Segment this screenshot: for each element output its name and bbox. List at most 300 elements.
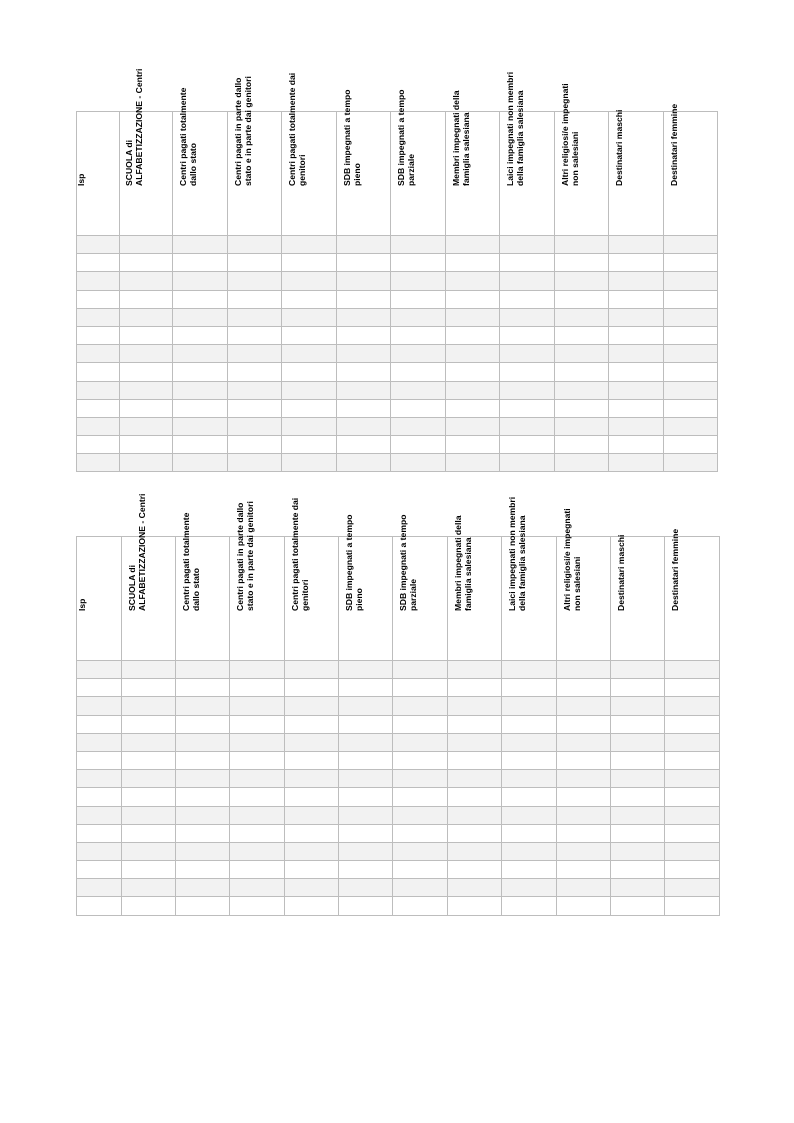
table-cell[interactable] <box>446 254 500 272</box>
table-cell[interactable] <box>555 454 609 472</box>
table-cell[interactable] <box>555 254 609 272</box>
table-cell[interactable] <box>285 733 339 751</box>
table-cell[interactable] <box>228 417 282 435</box>
table-cell[interactable] <box>446 417 500 435</box>
table-cell[interactable] <box>665 770 720 788</box>
table-cell[interactable] <box>611 715 665 733</box>
table-cell[interactable] <box>502 751 557 769</box>
table-cell[interactable] <box>282 417 337 435</box>
table-cell[interactable] <box>500 399 555 417</box>
table-cell[interactable] <box>339 697 393 715</box>
table-cell[interactable] <box>337 345 391 363</box>
table-cell[interactable] <box>337 272 391 290</box>
table-cell[interactable] <box>173 454 228 472</box>
table-cell[interactable] <box>122 879 176 897</box>
table-cell[interactable] <box>557 697 611 715</box>
table-cell[interactable] <box>665 715 720 733</box>
table-cell[interactable] <box>664 345 718 363</box>
table-cell[interactable] <box>609 290 664 308</box>
table-cell[interactable] <box>555 290 609 308</box>
table-cell[interactable] <box>337 308 391 326</box>
table-cell[interactable] <box>500 454 555 472</box>
table-cell[interactable] <box>122 697 176 715</box>
table-cell[interactable] <box>446 308 500 326</box>
table-cell[interactable] <box>176 715 230 733</box>
table-cell[interactable] <box>230 879 285 897</box>
table-cell[interactable] <box>502 715 557 733</box>
table-cell[interactable] <box>609 436 664 454</box>
table-cell[interactable] <box>609 326 664 344</box>
table-cell[interactable] <box>176 897 230 915</box>
table-cell[interactable] <box>337 363 391 381</box>
table-cell[interactable] <box>557 897 611 915</box>
table-cell[interactable] <box>664 290 718 308</box>
table-cell[interactable] <box>448 806 502 824</box>
table-cell[interactable] <box>339 897 393 915</box>
table-cell[interactable] <box>173 436 228 454</box>
table-cell[interactable] <box>611 697 665 715</box>
table-cell[interactable] <box>446 272 500 290</box>
table-cell[interactable] <box>555 436 609 454</box>
table-cell[interactable] <box>557 788 611 806</box>
table-cell[interactable] <box>611 661 665 679</box>
table-cell[interactable] <box>609 345 664 363</box>
table-cell[interactable] <box>557 751 611 769</box>
table-cell[interactable] <box>228 436 282 454</box>
table-cell[interactable] <box>609 236 664 254</box>
table-cell[interactable] <box>120 236 173 254</box>
table-cell[interactable] <box>77 897 122 915</box>
table-cell[interactable] <box>77 381 120 399</box>
table-cell[interactable] <box>665 879 720 897</box>
table-cell[interactable] <box>173 363 228 381</box>
table-cell[interactable] <box>337 399 391 417</box>
table-cell[interactable] <box>228 308 282 326</box>
table-cell[interactable] <box>339 879 393 897</box>
table-cell[interactable] <box>557 879 611 897</box>
table-cell[interactable] <box>339 788 393 806</box>
table-cell[interactable] <box>230 715 285 733</box>
table-cell[interactable] <box>176 806 230 824</box>
table-cell[interactable] <box>391 436 446 454</box>
table-cell[interactable] <box>337 454 391 472</box>
table-cell[interactable] <box>665 824 720 842</box>
table-cell[interactable] <box>611 806 665 824</box>
table-cell[interactable] <box>339 661 393 679</box>
table-cell[interactable] <box>502 879 557 897</box>
table-cell[interactable] <box>391 345 446 363</box>
table-cell[interactable] <box>77 788 122 806</box>
table-cell[interactable] <box>230 679 285 697</box>
table-cell[interactable] <box>122 751 176 769</box>
table-cell[interactable] <box>393 661 448 679</box>
table-cell[interactable] <box>176 697 230 715</box>
table-cell[interactable] <box>448 733 502 751</box>
table-cell[interactable] <box>664 272 718 290</box>
table-cell[interactable] <box>557 861 611 879</box>
table-cell[interactable] <box>446 326 500 344</box>
table-cell[interactable] <box>337 436 391 454</box>
table-cell[interactable] <box>446 345 500 363</box>
table-cell[interactable] <box>176 861 230 879</box>
table-cell[interactable] <box>611 679 665 697</box>
table-cell[interactable] <box>285 879 339 897</box>
table-cell[interactable] <box>446 436 500 454</box>
table-cell[interactable] <box>339 733 393 751</box>
table-cell[interactable] <box>285 897 339 915</box>
table-cell[interactable] <box>502 897 557 915</box>
table-cell[interactable] <box>502 861 557 879</box>
table-cell[interactable] <box>282 326 337 344</box>
table-cell[interactable] <box>282 236 337 254</box>
table-cell[interactable] <box>173 326 228 344</box>
table-cell[interactable] <box>665 751 720 769</box>
table-cell[interactable] <box>609 254 664 272</box>
table-cell[interactable] <box>557 806 611 824</box>
table-cell[interactable] <box>664 399 718 417</box>
table-cell[interactable] <box>393 770 448 788</box>
table-cell[interactable] <box>173 308 228 326</box>
table-cell[interactable] <box>448 715 502 733</box>
table-cell[interactable] <box>611 879 665 897</box>
table-cell[interactable] <box>664 236 718 254</box>
table-cell[interactable] <box>282 254 337 272</box>
table-cell[interactable] <box>502 697 557 715</box>
table-cell[interactable] <box>77 345 120 363</box>
table-cell[interactable] <box>282 290 337 308</box>
table-cell[interactable] <box>228 454 282 472</box>
table-cell[interactable] <box>176 770 230 788</box>
table-cell[interactable] <box>448 697 502 715</box>
table-cell[interactable] <box>337 236 391 254</box>
table-cell[interactable] <box>339 806 393 824</box>
table-cell[interactable] <box>500 417 555 435</box>
table-cell[interactable] <box>448 751 502 769</box>
table-cell[interactable] <box>448 770 502 788</box>
table-cell[interactable] <box>555 308 609 326</box>
table-cell[interactable] <box>122 661 176 679</box>
table-cell[interactable] <box>339 861 393 879</box>
table-cell[interactable] <box>230 661 285 679</box>
table-cell[interactable] <box>555 326 609 344</box>
table-cell[interactable] <box>176 679 230 697</box>
table-cell[interactable] <box>500 308 555 326</box>
table-cell[interactable] <box>502 661 557 679</box>
table-cell[interactable] <box>228 326 282 344</box>
table-cell[interactable] <box>228 236 282 254</box>
table-cell[interactable] <box>665 861 720 879</box>
table-cell[interactable] <box>448 679 502 697</box>
table-cell[interactable] <box>176 751 230 769</box>
table-cell[interactable] <box>122 897 176 915</box>
table-cell[interactable] <box>282 399 337 417</box>
table-cell[interactable] <box>500 381 555 399</box>
table-cell[interactable] <box>285 715 339 733</box>
table-cell[interactable] <box>609 454 664 472</box>
table-cell[interactable] <box>77 290 120 308</box>
table-cell[interactable] <box>665 897 720 915</box>
table-cell[interactable] <box>77 308 120 326</box>
table-cell[interactable] <box>122 679 176 697</box>
table-cell[interactable] <box>391 254 446 272</box>
table-cell[interactable] <box>173 236 228 254</box>
table-cell[interactable] <box>611 842 665 860</box>
table-cell[interactable] <box>120 308 173 326</box>
table-cell[interactable] <box>77 751 122 769</box>
table-cell[interactable] <box>285 788 339 806</box>
table-cell[interactable] <box>282 436 337 454</box>
table-cell[interactable] <box>339 679 393 697</box>
table-cell[interactable] <box>337 290 391 308</box>
table-cell[interactable] <box>77 770 122 788</box>
table-cell[interactable] <box>282 345 337 363</box>
table-cell[interactable] <box>77 806 122 824</box>
table-cell[interactable] <box>122 788 176 806</box>
table-cell[interactable] <box>502 679 557 697</box>
table-cell[interactable] <box>122 715 176 733</box>
table-cell[interactable] <box>282 381 337 399</box>
table-cell[interactable] <box>557 715 611 733</box>
table-cell[interactable] <box>228 345 282 363</box>
table-cell[interactable] <box>230 770 285 788</box>
table-cell[interactable] <box>120 454 173 472</box>
table-cell[interactable] <box>611 824 665 842</box>
table-cell[interactable] <box>555 345 609 363</box>
table-cell[interactable] <box>120 417 173 435</box>
table-cell[interactable] <box>665 697 720 715</box>
table-cell[interactable] <box>502 842 557 860</box>
table-cell[interactable] <box>176 788 230 806</box>
table-cell[interactable] <box>337 326 391 344</box>
table-cell[interactable] <box>173 345 228 363</box>
table-cell[interactable] <box>77 436 120 454</box>
table-cell[interactable] <box>282 363 337 381</box>
table-cell[interactable] <box>664 436 718 454</box>
table-cell[interactable] <box>393 733 448 751</box>
table-cell[interactable] <box>393 824 448 842</box>
table-cell[interactable] <box>609 417 664 435</box>
table-cell[interactable] <box>77 861 122 879</box>
table-cell[interactable] <box>555 363 609 381</box>
table-cell[interactable] <box>448 842 502 860</box>
table-cell[interactable] <box>664 417 718 435</box>
table-cell[interactable] <box>393 861 448 879</box>
table-cell[interactable] <box>230 788 285 806</box>
table-cell[interactable] <box>502 770 557 788</box>
table-cell[interactable] <box>393 842 448 860</box>
table-cell[interactable] <box>665 806 720 824</box>
table-cell[interactable] <box>446 454 500 472</box>
table-cell[interactable] <box>285 861 339 879</box>
table-cell[interactable] <box>446 290 500 308</box>
table-cell[interactable] <box>285 679 339 697</box>
table-cell[interactable] <box>285 770 339 788</box>
table-cell[interactable] <box>664 381 718 399</box>
table-cell[interactable] <box>611 733 665 751</box>
table-cell[interactable] <box>391 290 446 308</box>
table-cell[interactable] <box>500 236 555 254</box>
table-cell[interactable] <box>285 661 339 679</box>
table-cell[interactable] <box>665 733 720 751</box>
table-cell[interactable] <box>230 733 285 751</box>
table-cell[interactable] <box>446 399 500 417</box>
table-cell[interactable] <box>609 399 664 417</box>
table-cell[interactable] <box>176 661 230 679</box>
table-cell[interactable] <box>120 326 173 344</box>
table-cell[interactable] <box>282 454 337 472</box>
table-cell[interactable] <box>502 788 557 806</box>
table-cell[interactable] <box>120 381 173 399</box>
table-cell[interactable] <box>339 824 393 842</box>
table-cell[interactable] <box>609 272 664 290</box>
table-cell[interactable] <box>557 824 611 842</box>
table-cell[interactable] <box>120 363 173 381</box>
table-cell[interactable] <box>77 272 120 290</box>
table-cell[interactable] <box>557 733 611 751</box>
table-cell[interactable] <box>391 381 446 399</box>
table-cell[interactable] <box>120 436 173 454</box>
table-cell[interactable] <box>285 842 339 860</box>
table-cell[interactable] <box>230 842 285 860</box>
table-cell[interactable] <box>77 363 120 381</box>
table-cell[interactable] <box>173 272 228 290</box>
table-cell[interactable] <box>391 308 446 326</box>
table-cell[interactable] <box>448 824 502 842</box>
table-cell[interactable] <box>176 824 230 842</box>
table-cell[interactable] <box>282 308 337 326</box>
table-cell[interactable] <box>391 417 446 435</box>
table-cell[interactable] <box>555 272 609 290</box>
table-cell[interactable] <box>285 751 339 769</box>
table-cell[interactable] <box>120 272 173 290</box>
table-cell[interactable] <box>77 661 122 679</box>
table-cell[interactable] <box>555 236 609 254</box>
table-cell[interactable] <box>393 697 448 715</box>
table-cell[interactable] <box>500 290 555 308</box>
table-cell[interactable] <box>393 679 448 697</box>
table-cell[interactable] <box>446 363 500 381</box>
table-cell[interactable] <box>557 679 611 697</box>
table-cell[interactable] <box>664 308 718 326</box>
table-cell[interactable] <box>339 770 393 788</box>
table-cell[interactable] <box>339 842 393 860</box>
table-cell[interactable] <box>173 290 228 308</box>
table-cell[interactable] <box>122 861 176 879</box>
table-cell[interactable] <box>555 417 609 435</box>
table-cell[interactable] <box>611 788 665 806</box>
table-cell[interactable] <box>448 661 502 679</box>
table-cell[interactable] <box>391 454 446 472</box>
table-cell[interactable] <box>173 254 228 272</box>
table-cell[interactable] <box>77 824 122 842</box>
table-cell[interactable] <box>500 254 555 272</box>
table-cell[interactable] <box>77 733 122 751</box>
table-cell[interactable] <box>282 272 337 290</box>
table-cell[interactable] <box>230 806 285 824</box>
table-cell[interactable] <box>77 679 122 697</box>
table-cell[interactable] <box>609 308 664 326</box>
table-cell[interactable] <box>77 454 120 472</box>
table-cell[interactable] <box>664 254 718 272</box>
table-cell[interactable] <box>611 897 665 915</box>
table-cell[interactable] <box>173 417 228 435</box>
table-cell[interactable] <box>120 254 173 272</box>
table-cell[interactable] <box>448 861 502 879</box>
table-cell[interactable] <box>393 715 448 733</box>
table-cell[interactable] <box>77 399 120 417</box>
table-cell[interactable] <box>176 733 230 751</box>
table-cell[interactable] <box>393 897 448 915</box>
table-cell[interactable] <box>230 751 285 769</box>
table-cell[interactable] <box>391 326 446 344</box>
table-cell[interactable] <box>393 879 448 897</box>
table-cell[interactable] <box>555 399 609 417</box>
table-cell[interactable] <box>609 381 664 399</box>
table-cell[interactable] <box>230 697 285 715</box>
table-cell[interactable] <box>228 363 282 381</box>
table-cell[interactable] <box>228 272 282 290</box>
table-cell[interactable] <box>665 679 720 697</box>
table-cell[interactable] <box>664 363 718 381</box>
table-cell[interactable] <box>122 842 176 860</box>
table-cell[interactable] <box>77 879 122 897</box>
table-cell[interactable] <box>230 897 285 915</box>
table-cell[interactable] <box>500 272 555 290</box>
table-cell[interactable] <box>77 842 122 860</box>
table-cell[interactable] <box>502 733 557 751</box>
table-cell[interactable] <box>393 806 448 824</box>
table-cell[interactable] <box>665 661 720 679</box>
table-cell[interactable] <box>176 879 230 897</box>
table-cell[interactable] <box>611 751 665 769</box>
table-cell[interactable] <box>77 715 122 733</box>
table-cell[interactable] <box>120 399 173 417</box>
table-cell[interactable] <box>391 363 446 381</box>
table-cell[interactable] <box>557 842 611 860</box>
table-cell[interactable] <box>611 770 665 788</box>
table-cell[interactable] <box>230 824 285 842</box>
table-cell[interactable] <box>77 697 122 715</box>
table-cell[interactable] <box>393 788 448 806</box>
table-cell[interactable] <box>448 879 502 897</box>
table-cell[interactable] <box>228 399 282 417</box>
table-cell[interactable] <box>393 751 448 769</box>
table-cell[interactable] <box>285 824 339 842</box>
table-cell[interactable] <box>555 381 609 399</box>
table-cell[interactable] <box>609 363 664 381</box>
table-cell[interactable] <box>611 861 665 879</box>
table-cell[interactable] <box>285 806 339 824</box>
table-cell[interactable] <box>337 254 391 272</box>
table-cell[interactable] <box>391 236 446 254</box>
table-cell[interactable] <box>228 290 282 308</box>
table-cell[interactable] <box>391 272 446 290</box>
table-cell[interactable] <box>665 788 720 806</box>
table-cell[interactable] <box>502 806 557 824</box>
table-cell[interactable] <box>664 326 718 344</box>
table-cell[interactable] <box>173 381 228 399</box>
table-cell[interactable] <box>228 381 282 399</box>
table-cell[interactable] <box>665 842 720 860</box>
table-cell[interactable] <box>337 381 391 399</box>
table-cell[interactable] <box>122 806 176 824</box>
table-cell[interactable] <box>337 417 391 435</box>
table-cell[interactable] <box>500 326 555 344</box>
table-cell[interactable] <box>122 824 176 842</box>
table-cell[interactable] <box>664 454 718 472</box>
table-cell[interactable] <box>285 697 339 715</box>
table-cell[interactable] <box>448 788 502 806</box>
